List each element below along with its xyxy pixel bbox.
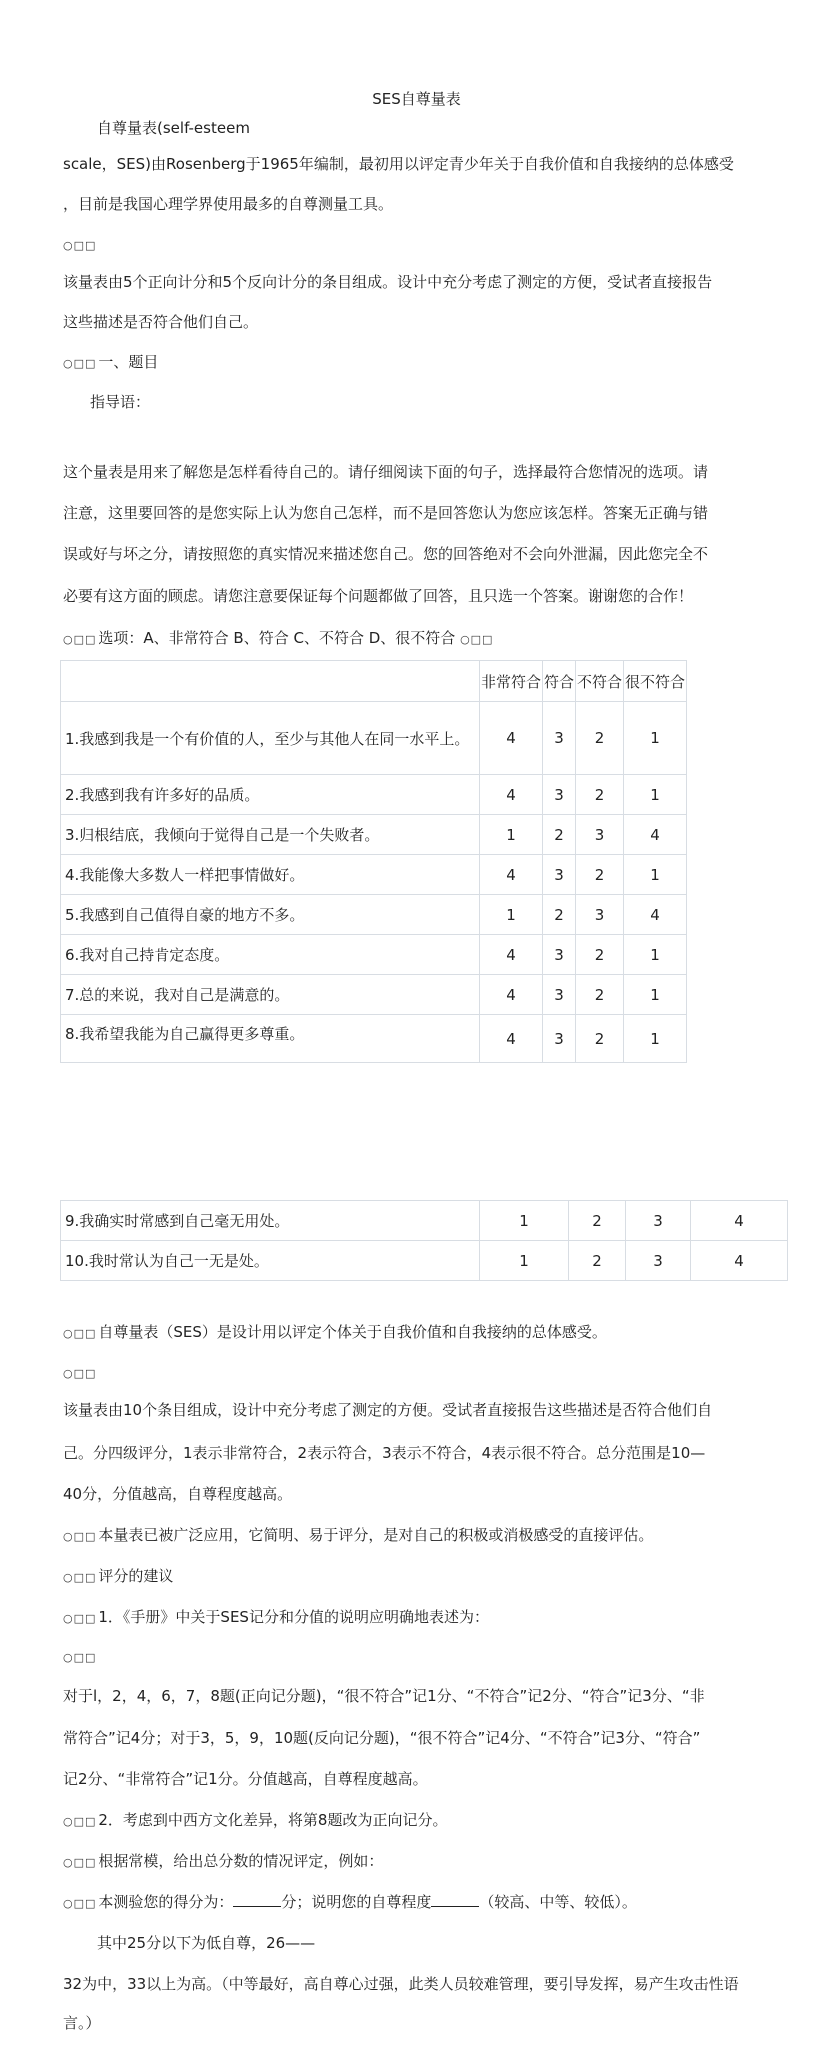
score-cell: 3 xyxy=(543,775,576,815)
score-cell: 4 xyxy=(691,1241,788,1281)
level-options: （较高、中等、较低）。 xyxy=(479,1893,637,1911)
composition-line-2: 这些描述是否符合他们自己。 xyxy=(63,313,259,331)
summary-p7-text: 2．考虑到中西方文化差异，将第8题改为正向记分。 xyxy=(98,1811,448,1829)
summary-p6-line-2: 常符合”记4分；对于3，5，9，10题(反向记分题)，“很不符合”记4分、“不符合”记3分、“符合” xyxy=(63,1729,701,1747)
ses-table-part-1 xyxy=(60,660,687,1063)
list-marker: ○□□ xyxy=(460,633,494,646)
score-cell: 4 xyxy=(480,935,543,975)
table-row xyxy=(61,815,687,855)
guide-line-2: 注意，这里要回答的是您实际上认为您自己怎样，而不是回答您认为您应该怎样。答案无正确与错 xyxy=(63,504,709,522)
ses-table-part-2 xyxy=(60,1200,788,1281)
list-marker: ○□□ xyxy=(63,1612,97,1625)
question-cell: 6.我对自己持肯定态度。 xyxy=(61,935,480,975)
table-row xyxy=(61,895,687,935)
summary-p8-text: 根据常模，给出总分数的情况评定，例如： xyxy=(98,1852,384,1870)
score-cell: 1 xyxy=(624,1015,687,1063)
score-cell: 1 xyxy=(624,775,687,815)
summary-p4-text: 评分的建议 xyxy=(98,1567,174,1585)
summary-p1-text: 自尊量表（SES）是设计用以评定个体关于自我价值和自我接纳的总体感受。 xyxy=(98,1323,607,1341)
table-header-empty xyxy=(61,661,480,702)
summary-p5 xyxy=(63,1607,489,1629)
document-title: SES自尊量表 xyxy=(372,90,461,108)
section-heading-text: 一、题目 xyxy=(98,353,159,371)
score-cell: 3 xyxy=(543,1015,576,1063)
question-cell: 8.我希望我能为自己赢得更多尊重。 xyxy=(61,1015,480,1063)
score-cell: 1 xyxy=(624,975,687,1015)
score-prefix: 本测验您的得分为： xyxy=(98,1893,234,1911)
table-row xyxy=(61,1241,788,1281)
list-marker: ○□□ xyxy=(63,239,97,252)
marker-line xyxy=(63,1646,98,1668)
summary-p5-text: 1．《手册》中关于SES记分和分值的说明应明确地表述为： xyxy=(98,1608,489,1626)
question-cell: 2.我感到我有许多好的品质。 xyxy=(61,775,480,815)
score-cell: 3 xyxy=(576,895,624,935)
list-marker: ○□□ xyxy=(63,1651,97,1664)
section-heading xyxy=(63,352,158,374)
score-cell: 2 xyxy=(569,1241,626,1281)
guide-line-3: 误或好与坏之分，请按照您的真实情况来描述您自己。您的回答绝对不会向外泄漏，因此您完全不 xyxy=(63,545,709,563)
intro-line-3: ，目前是我国心理学界使用最多的自尊测量工具。 xyxy=(63,195,394,213)
score-cell: 1 xyxy=(624,935,687,975)
level-prefix: 分；说明您的自尊程度 xyxy=(281,1893,432,1911)
summary-p6-line-3: 记2分、“非常符合”记1分。分值越高，自尊程度越高。 xyxy=(63,1770,428,1788)
score-cell: 3 xyxy=(543,702,576,775)
score-cell: 2 xyxy=(576,855,624,895)
intro-line-2: scale，SES)由Rosenberg于1965年编制，最初用以评定青少年关于自我价值和自我接纳的总体感受 xyxy=(63,155,734,173)
intro-line-1: 自尊量表(self-esteem xyxy=(97,119,250,137)
score-result-line xyxy=(63,1892,637,1914)
list-marker: ○□□ xyxy=(63,1367,97,1380)
score-cell: 2 xyxy=(576,935,624,975)
summary-p10-line-2: 32为中，33以上为高。（中等最好，高自尊心过强，此类人员较难管理，要引导发挥，易产生攻击性语 xyxy=(63,1975,739,1993)
question-cell: 1.我感到我是一个有价值的人，至少与其他人在同一水平上。 xyxy=(61,702,480,775)
table-header: 非常符合 xyxy=(480,661,543,702)
score-cell: 1 xyxy=(624,702,687,775)
marker-line xyxy=(63,234,98,256)
table-row xyxy=(61,775,687,815)
score-cell: 2 xyxy=(543,895,576,935)
list-marker: ○□□ xyxy=(63,1815,97,1828)
table-row xyxy=(61,855,687,895)
list-marker: ○□□ xyxy=(63,1571,97,1584)
summary-p7 xyxy=(63,1810,447,1832)
summary-p2-line-1: 该量表由10个条目组成，设计中充分考虑了测定的方便。受试者直接报告这些描述是否符合他们自 xyxy=(63,1401,713,1419)
table-header: 符合 xyxy=(543,661,576,702)
list-marker: ○□□ xyxy=(63,633,97,646)
score-cell: 4 xyxy=(480,975,543,1015)
table-row xyxy=(61,935,687,975)
score-cell: 4 xyxy=(480,855,543,895)
score-cell: 1 xyxy=(624,855,687,895)
summary-p10-line-1: 其中25分以下为低自尊，26—— xyxy=(97,1934,316,1952)
summary-p3 xyxy=(63,1525,653,1547)
summary-p2-line-3: 40分，分值越高，自尊程度越高。 xyxy=(63,1485,293,1503)
score-cell: 2 xyxy=(576,775,624,815)
score-cell: 3 xyxy=(543,855,576,895)
guide-line-1: 这个量表是用来了解您是怎样看待自己的。请仔细阅读下面的句子，选择最符合您情况的选项。请 xyxy=(63,463,709,481)
list-marker: ○□□ xyxy=(63,1897,97,1910)
score-cell: 3 xyxy=(626,1241,691,1281)
table-row xyxy=(61,1015,687,1063)
score-cell: 1 xyxy=(480,1201,569,1241)
score-cell: 1 xyxy=(480,815,543,855)
question-cell: 7.总的来说，我对自己是满意的。 xyxy=(61,975,480,1015)
score-cell: 1 xyxy=(480,895,543,935)
score-cell: 3 xyxy=(626,1201,691,1241)
score-blank[interactable] xyxy=(233,1906,281,1907)
summary-p2-line-2: 己。分四级评分，1表示非常符合，2表示符合，3表示不符合，4表示很不符合。总分范围是10— xyxy=(63,1444,706,1462)
score-cell: 3 xyxy=(543,975,576,1015)
score-cell: 2 xyxy=(543,815,576,855)
table-row xyxy=(61,975,687,1015)
summary-p4 xyxy=(63,1566,173,1588)
question-cell: 3.归根结底，我倾向于觉得自己是一个失败者。 xyxy=(61,815,480,855)
list-marker: ○□□ xyxy=(63,1327,97,1340)
question-cell: 10.我时常认为自己一无是处。 xyxy=(61,1241,480,1281)
guide-label: 指导语： xyxy=(90,393,151,411)
guide-line-4: 必要有这方面的顾虑。请您注意要保证每个问题都做了回答，且只选一个答案。谢谢您的合作！ xyxy=(63,587,694,605)
score-cell: 4 xyxy=(480,702,543,775)
summary-p8 xyxy=(63,1851,383,1873)
question-cell: 4.我能像大多数人一样把事情做好。 xyxy=(61,855,480,895)
list-marker: ○□□ xyxy=(63,1856,97,1869)
score-cell: 2 xyxy=(576,975,624,1015)
table-header: 不符合 xyxy=(576,661,624,702)
score-cell: 4 xyxy=(480,1015,543,1063)
list-marker: ○□□ xyxy=(63,1530,97,1543)
question-cell: 5.我感到自己值得自豪的地方不多。 xyxy=(61,895,480,935)
table-row xyxy=(61,1201,788,1241)
composition-line-1: 该量表由5个正向计分和5个反向计分的条目组成。设计中充分考虑了测定的方便，受试者直接报告 xyxy=(63,273,713,291)
table-header-row xyxy=(61,661,687,702)
options-text: 选项：A、非常符合 B、符合 C、不符合 D、很不符合 xyxy=(98,629,456,647)
score-cell: 4 xyxy=(480,775,543,815)
marker-line xyxy=(63,1362,98,1384)
score-cell: 3 xyxy=(576,815,624,855)
summary-p10-line-3: 言。） xyxy=(63,2014,101,2032)
level-blank[interactable] xyxy=(431,1906,479,1907)
list-marker: ○□□ xyxy=(63,357,97,370)
table-header: 很不符合 xyxy=(624,661,687,702)
score-cell: 4 xyxy=(624,815,687,855)
score-cell: 4 xyxy=(624,895,687,935)
score-cell: 4 xyxy=(691,1201,788,1241)
summary-p1 xyxy=(63,1322,607,1344)
score-cell: 3 xyxy=(543,935,576,975)
summary-p3-text: 本量表已被广泛应用，它简明、易于评分，是对自己的积极或消极感受的直接评估。 xyxy=(98,1526,654,1544)
table-row xyxy=(61,702,687,775)
score-cell: 1 xyxy=(480,1241,569,1281)
score-cell: 2 xyxy=(576,702,624,775)
score-cell: 2 xyxy=(569,1201,626,1241)
score-cell: 2 xyxy=(576,1015,624,1063)
options-line xyxy=(63,628,495,650)
question-cell: 9.我确实时常感到自己毫无用处。 xyxy=(61,1201,480,1241)
summary-p6-line-1: 对于l，2，4，6，7，8题(正向记分题)，“很不符合”记1分、“不符合”记2分、“符合”记3分、“非 xyxy=(63,1687,705,1705)
